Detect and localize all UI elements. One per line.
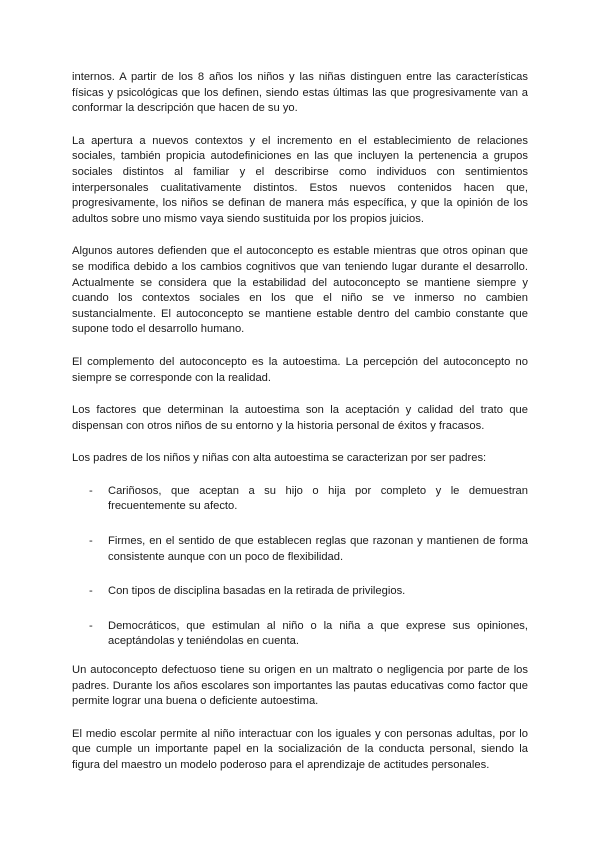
paragraph-2: La apertura a nuevos contextos y el incremento en el establecimiento de relaciones sociales, también propicia autodefiniciones en las que incluyen la pertenencia a grupos sociales distintos al familiar y el describirse como individuos con sentimientos interpersonales cualitativamente distintos. Estos nuevos contenidos hacen que, progresivamente, los niños se definan de manera más específica, y que la opinión de los adultos sobre uno mismo vaya siendo sustituida por los propios juicios.: [72, 134, 528, 225]
parent-traits-list: [72, 484, 528, 650]
paragraph-1: internos. A partir de los 8 años los niños y las niñas distinguen entre las características físicas y psicológicas que los definen, siendo estas últimas las que progresivamente van a conformar la descripción que hacen de su yo.: [72, 71, 528, 115]
list-bullet: -: [89, 585, 93, 598]
document-page: [72, 70, 528, 791]
list-item-text: Cariñosos, que aceptan a su hijo o hija por completo y le demuestran frecuentemente su afecto.: [108, 484, 528, 513]
list-item: [72, 619, 528, 650]
list-bullet: -: [89, 619, 93, 632]
paragraph-8: El medio escolar permite al niño interactuar con los iguales y con personas adultas, por lo que cumple un importante papel en la socialización de la conducta personal, siendo la figura del maestro un modelo poderoso para el aprendizaje de actitudes personales.: [72, 727, 528, 771]
paragraph-5: Los factores que determinan la autoestima son la aceptación y calidad del trato que dispensan con otros niños de su entorno y la historia personal de éxitos y fracasos.: [72, 404, 528, 432]
paragraph-3: Algunos autores defienden que el autoconcepto es estable mientras que otros opinan que se modifica debido a los cambios cognitivos que van teniendo lugar durante el desarrollo. Actualmente se considera que la estabilidad del autoconcepto se mantiene siempre y cuando los contextos sociales en los que el niño se ve inmerso no cambien sustancialmente. El autoconcepto se mantiene estable dentro del cambio constante que supone todo el desarrollo humano.: [72, 245, 528, 336]
list-bullet: -: [89, 484, 93, 497]
paragraph-7: Un autoconcepto defectuoso tiene su origen en un maltrato o negligencia por parte de los padres. Durante los años escolares son importantes las pautas educativas como factor que permite lograr una buena o deficiente autoestima.: [72, 664, 528, 708]
paragraph-4: El complemento del autoconcepto es la autoestima. La percepción del autoconcepto no siempre se corresponde con la realidad.: [72, 355, 528, 384]
list-item-text: Firmes, en el sentido de que establecen reglas que razonan y mantienen de forma consistente aunque con un poco de flexibilidad.: [108, 535, 528, 563]
paragraph-6: Los padres de los niños y niñas con alta autoestima se caracterizan por ser padres:: [72, 452, 487, 465]
list-bullet: -: [89, 535, 93, 548]
list-item: [72, 484, 528, 515]
list-item-text: Con tipos de disciplina basadas en la retirada de privilegios.: [108, 585, 406, 598]
list-item: [72, 534, 528, 565]
list-item: [72, 584, 528, 600]
list-item-text: Democráticos, que estimulan al niño o la niña a que exprese sus opiniones, aceptándolas y teniéndolas en cuenta.: [108, 619, 528, 648]
